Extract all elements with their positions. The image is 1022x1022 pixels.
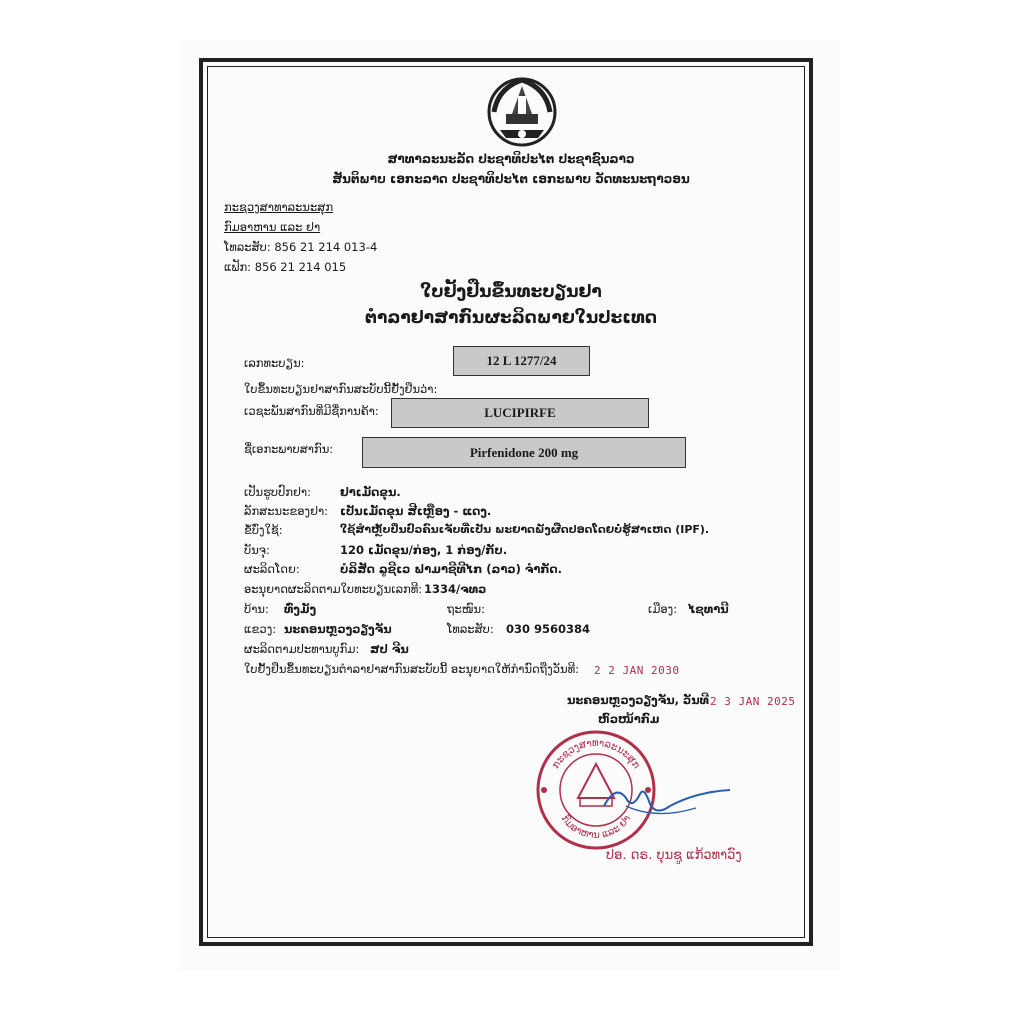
certificate-title: ໃບຢັ້ງຢືນຂຶ້ນທະບຽນຢາ xyxy=(420,282,602,302)
manufacturer: ບໍລິສັດ ລູຊີເວ ຟາມາຊີທີໄກ (ລາວ) ຈຳກັດ. xyxy=(340,562,562,576)
appearance-label: ລັກສະນະຂອງຢາ: xyxy=(244,504,329,518)
seal-top-text: ກະຊວງສາທາລະນະສຸກ xyxy=(550,737,642,771)
registration-intro: ໃບຂຶ້ນທະບຽນຢາສາກົນສະບັບນີ້ຢັ້ງຢືນວ່າ: xyxy=(244,382,438,396)
certificate-subtitle: ຕຳລາຢາສາກົນຜະລິດພາຍໃນປະເທດ xyxy=(364,308,657,328)
signer-name: ປອ. ດຣ. ບຸນຊູ ແກ້ວທາວົງ xyxy=(606,848,742,863)
issuer-phone: ໂທລະສັບ: 856 21 214 013-4 xyxy=(224,240,378,254)
district: ໄຊທານີ xyxy=(688,602,729,616)
registration-number: 12 L 1277/24 xyxy=(453,346,590,376)
department-name: ກົມອາຫານ ແລະ ຢາ xyxy=(224,220,321,234)
validity-text: ໃບຢັ້ງຢືນຂຶ້ນທະບຽນຕຳລາຢາສາກົນສະບັບນີ້ ອະນຸຍາດໃຫ້ກຳນົດຖືງວັນທີ: xyxy=(244,662,579,676)
dosage-form: ຢາເມັດຂຸນ. xyxy=(340,485,401,499)
phone-label: ໂທລະສັບ: xyxy=(447,622,494,636)
issuer-fax: ແຟັກ: 856 21 214 015 xyxy=(224,260,347,274)
seal-bottom-text: ກົມອາຫານ ແລະ ຢາ xyxy=(558,813,634,842)
produced-in: ສປ ຈີນ xyxy=(370,642,409,656)
indication: ໃຊ້ສຳຫຼັບປິ່ນປົວຄົນເຈັບທີ່ເປັນ ພະຍາດພັງຜືດປອດໂດຍບໍ່ຮູ້ສາເຫດ (IPF). xyxy=(340,523,710,536)
generic-name: Pirfenidone 200 mg xyxy=(362,437,686,468)
street-label: ຖະໜົນ: xyxy=(447,602,485,616)
province: ນະຄອນຫຼວງວຽງຈັນ xyxy=(284,622,392,636)
appearance: ເປັນເມັດຂຸນ ສີເຫຼືອງ - ແດງ. xyxy=(340,504,492,518)
license-label: ອະນຸຍາດຜະລິດຕາມໃບທະບຽນເລກທີ: xyxy=(244,582,423,596)
indication-label: ຂໍ້ບົ່ງໃຊ້: xyxy=(244,523,283,537)
brand-name-label: ເວຊະພັນສາກົນທີ່ມີຊື່ການຄ້າ: xyxy=(244,404,379,418)
dosage-form-label: ເປັນຮູບປົກຢາ: xyxy=(244,485,312,499)
ministry-name: ກະຊວງສາທາລະນະສຸກ xyxy=(224,200,334,214)
village: ທົ່ງມັງ xyxy=(284,602,317,616)
national-emblem-icon xyxy=(484,72,560,148)
produced-in-label: ຜະລິດຕາມປະທານບູກົມ: xyxy=(244,642,360,656)
manufacturer-label: ຜະລິດໂດຍ: xyxy=(244,562,300,576)
province-label: ແຂວງ: xyxy=(244,622,277,636)
signature-icon xyxy=(596,776,736,824)
issue-date: 2 3 JAN 2025 xyxy=(710,695,796,708)
signing-place: ນະຄອນຫຼວງວຽງຈັນ, ວັນທີ xyxy=(567,693,710,707)
license-number: 1334/ຈທວ xyxy=(424,582,487,596)
registration-number-label: ເລກທະບຽນ: xyxy=(244,356,305,370)
generic-name-label: ຊື່ເອກະພາບສາກົນ: xyxy=(244,442,334,456)
country-name: ສາທາລະນະລັດ ປະຊາທິປະໄຕ ປະຊາຊົນລາວ xyxy=(387,152,635,166)
expiry-date: 2 2 JAN 2030 xyxy=(594,664,680,677)
village-label: ບ້ານ: xyxy=(244,602,269,616)
signer-role: ຫົວໜ້າກົມ xyxy=(598,712,660,726)
brand-name: LUCIPIRFE xyxy=(391,398,649,428)
district-label: ເມືອງ: xyxy=(648,602,678,616)
packaging-label: ບັນຈຸ: xyxy=(244,543,270,557)
national-motto: ສັນຕິພາບ ເອກະລາດ ປະຊາທິປະໄຕ ເອກະພາບ ວັດທະນະຖາວອນ xyxy=(332,172,690,186)
packaging: 120 ເມັດຂຸນ/ກ່ອງ, 1 ກ່ອງ/ກັບ. xyxy=(340,543,508,557)
phone-number: 030 9560384 xyxy=(506,622,591,636)
